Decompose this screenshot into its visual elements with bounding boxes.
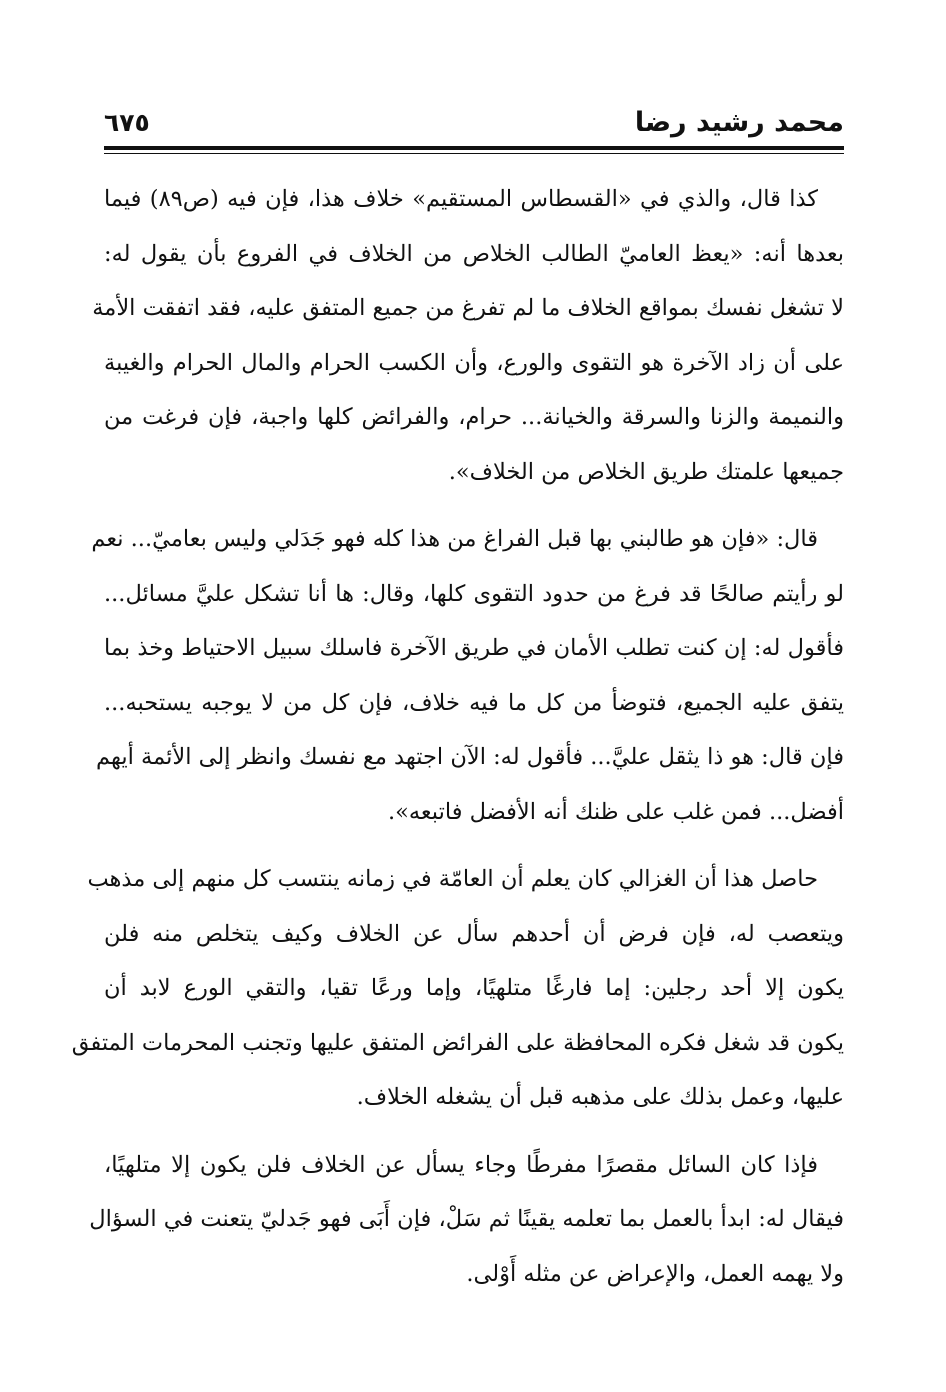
running-header [104,96,844,140]
text-line: بعدها أنه: «يعظ العاميّ الطالب الخلاص من الخلاف في الفروع بأن يقول له: [104,240,844,267]
text-line: فإذا كان السائل مقصرًا مفرطًا وجاء يسأل عن الخلاف فلن يكون إلا متلهيًا، [104,1151,818,1178]
text-line: عليها، وعمل بذلك على مذهبه قبل أن يشغله الخلاف. [356,1084,844,1110]
text-line: فإن قال: هو ذا يثقل عليَّ... فأقول له: الآن اجتهد مع نفسك وانظر إلى الأئمة أيهم [96,744,844,770]
text-line: أفضل... فمن غلب على ظنك أنه الأفضل فاتبعه». [387,798,844,825]
paragraph [71,852,844,1125]
book-page [71,96,844,1314]
text-line: والنميمة والزنا والسرقة والخيانة... حرام، والفرائض كلها واجبة، فإن فرغت من [104,404,844,430]
text-line: جميعها علمتك طريق الخلاص من الخلاف». [448,458,844,485]
text-line: يتفق عليه الجميع، فتوضأ من كل ما فيه خلاف، فإن كل من لا يوجبه يستحبه... [104,689,844,716]
text-line: ولا يهمه العمل، والإعراض عن مثله أَوْلى. [466,1260,844,1287]
text-line: فيقال له: ابدأ بالعمل بما تعلمه يقينًا ثم سَلْ، فإن أَبَى فهو جَدليّ يتعنت في السؤال [89,1206,844,1232]
header-author: محمد رشيد رضا [634,107,844,138]
paragraph [91,512,844,839]
text-line: لا تشغل نفسك بمواقع الخلاف ما لم تفرغ من جميع المتفق عليه، فقد اتفقت الأمة [92,295,844,321]
text-line: حاصل هذا أن الغزالي كان يعلم أن العامّة في زمانه ينتسب كل منهم إلى مذهب [87,866,818,892]
header-rule-thick [104,146,844,150]
header-rule-thin [104,153,844,154]
text-line: لو رأيتم صالحًا قد فرغ من حدود التقوى كلها، وقال: ها أنا تشكل عليَّ مسائل... [104,580,844,607]
text-line: يكون إلا أحد رجلين: إما فارغًا متلهيًا، وإما ورعًا تقيا، والتقي الورع لابد أن [104,975,844,1001]
page-body [71,172,844,1301]
text-line: فأقول له: إن كنت تطلب الأمان في طريق الآخرة فاسلك سبيل الاحتياط وخذ بما [104,635,844,661]
paragraph [92,172,844,499]
text-line: ويتعصب له، فإن فرض أن أحدهم سأل عن الخلاف وكيف يتخلص منه فلن [104,920,844,947]
text-line: على أن زاد الآخرة هو التقوى والورع، وأن الكسب الحرام والمال الحرام والغيبة [104,349,844,376]
text-line: يكون قد شغل فكره المحافظة على الفرائض المتفق عليها وتجنب المحرمات المتفق [71,1029,844,1056]
page-number: ٦٧٥ [104,108,150,137]
text-line: كذا قال، والذي في «القسطاس المستقيم» خلاف هذا، فإن فيه (ص٨٩) فيما [104,186,819,212]
text-line: قال: «فإن هو طالبني بها قبل الفراغ من هذا كله فهو جَدَلي وليس بعاميّ... نعم [91,526,818,552]
paragraph [89,1138,844,1302]
